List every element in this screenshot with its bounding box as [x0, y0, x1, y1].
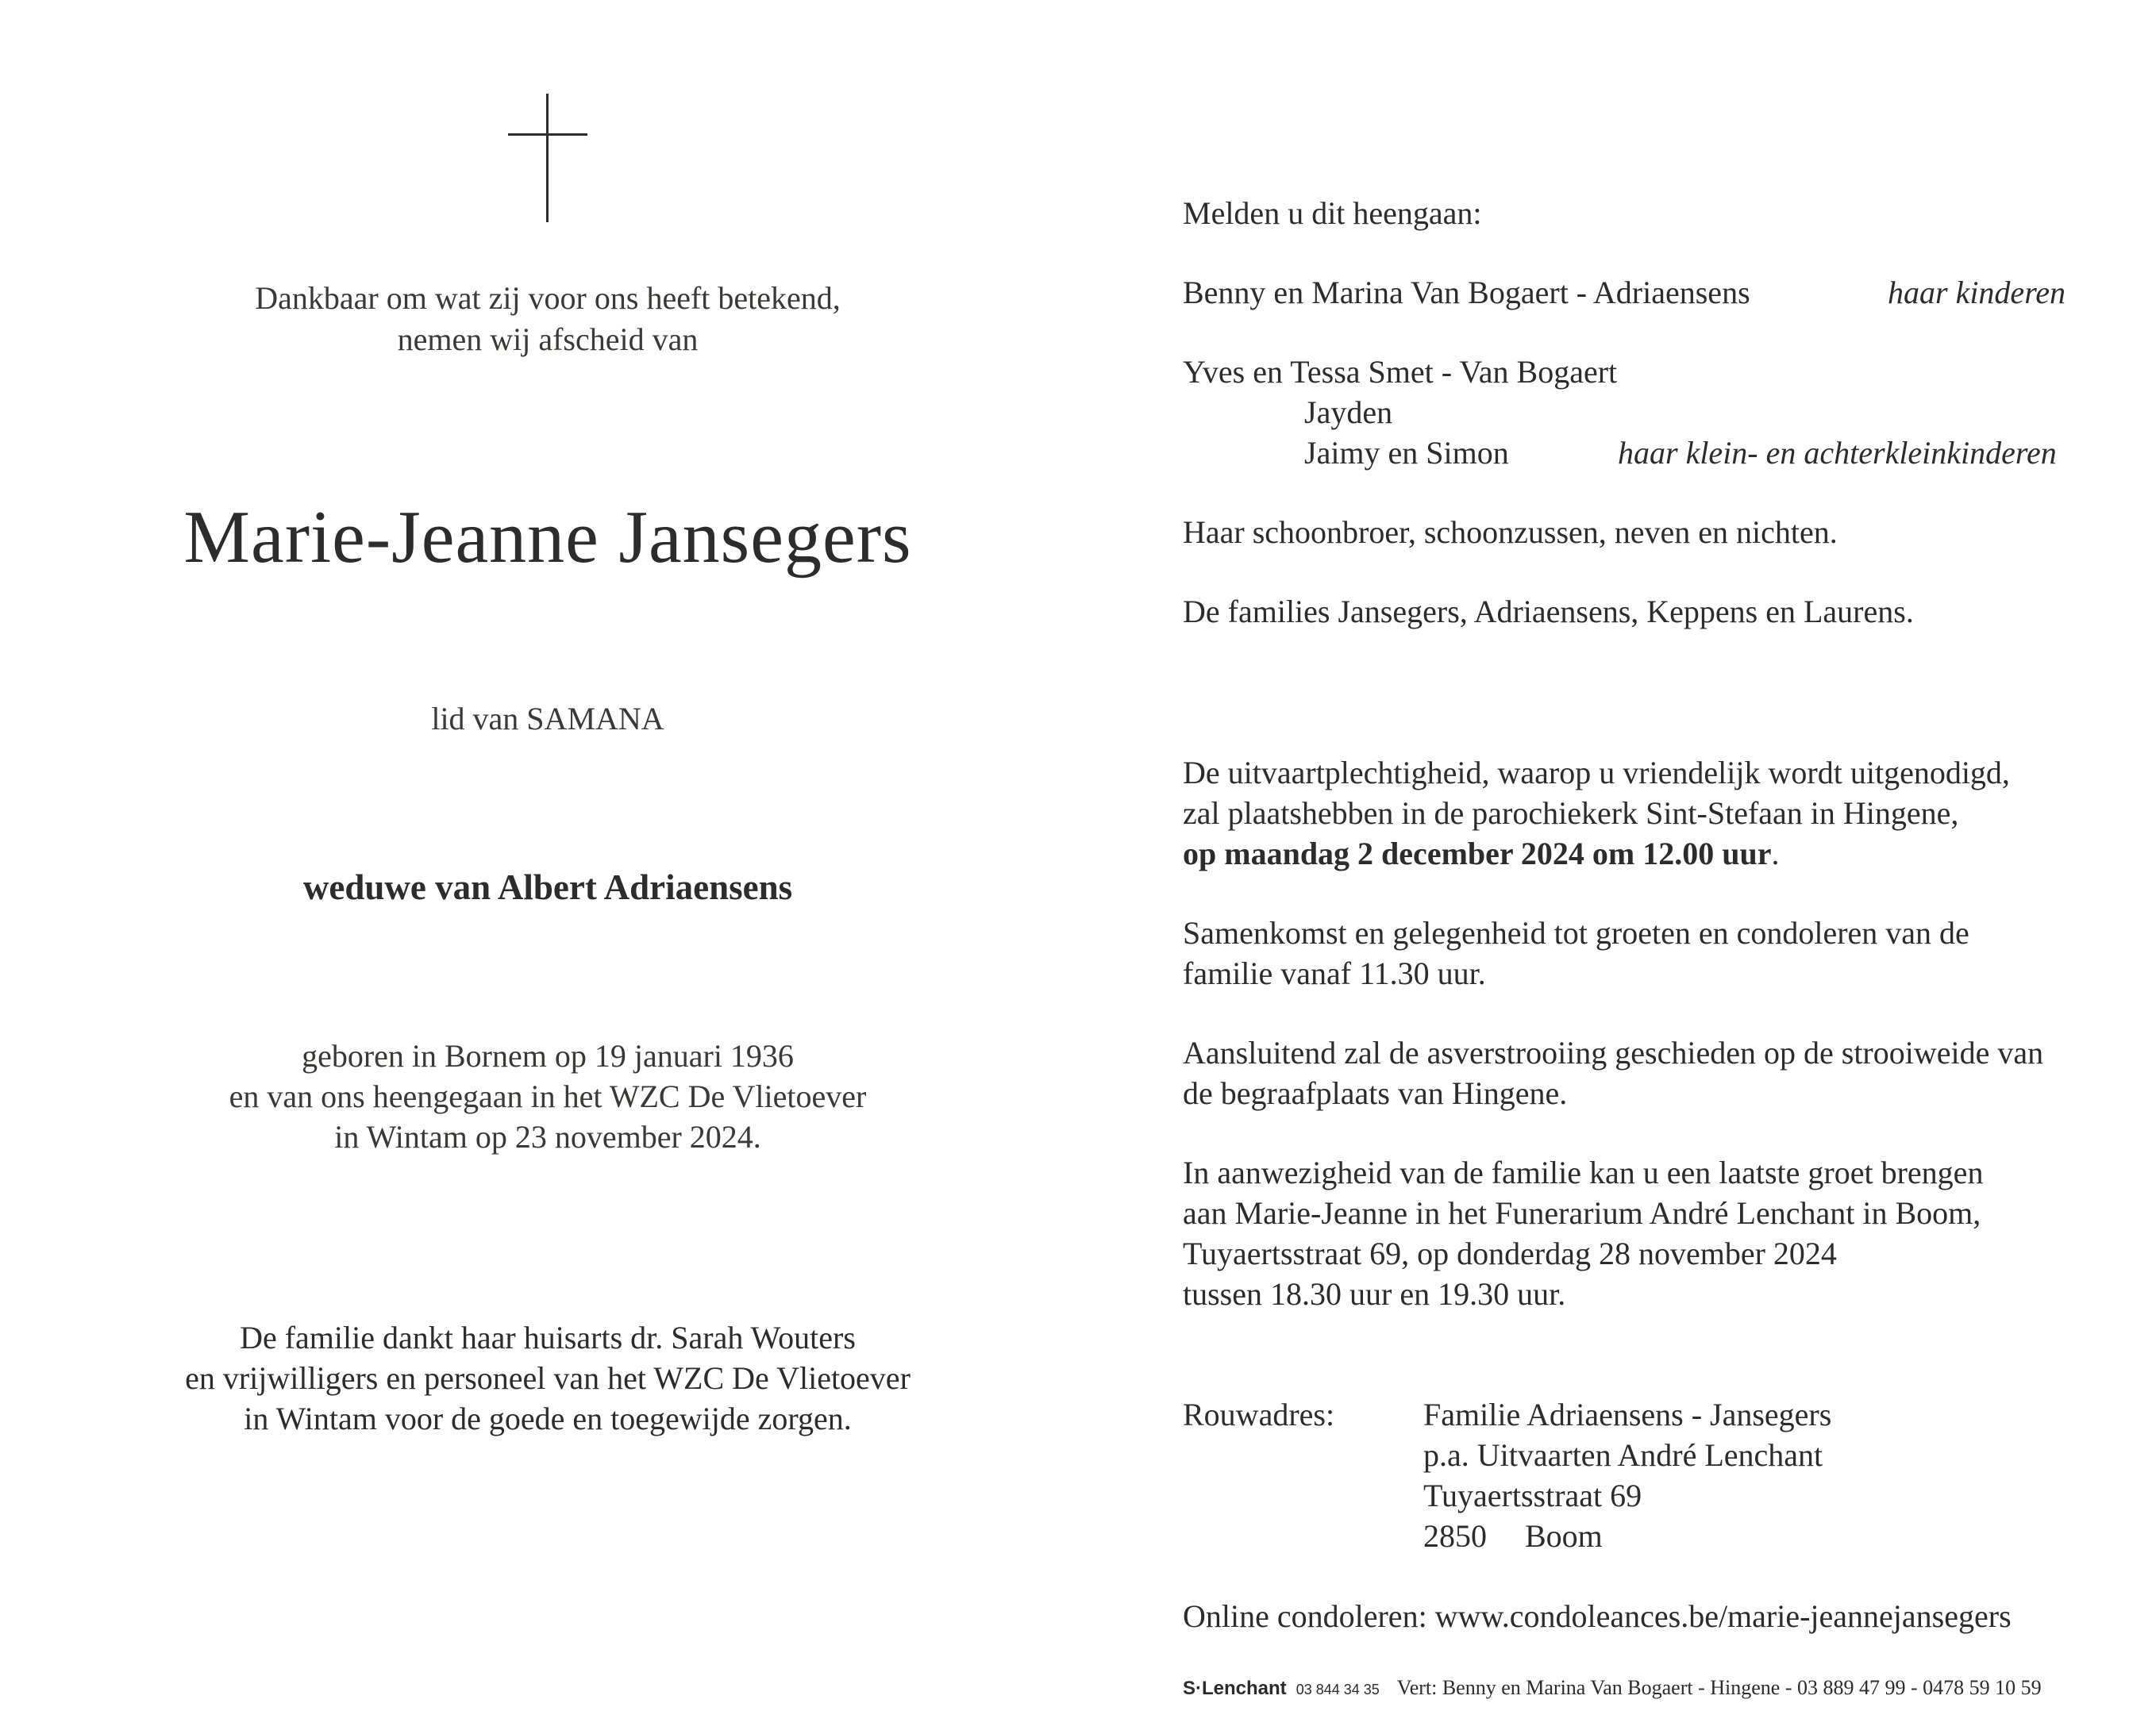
intro-line: nemen wij afscheid van: [397, 321, 699, 357]
address-postcode: 2850: [1423, 1518, 1487, 1554]
visit-line: aan Marie-Jeanne in het Funerarium André Lenchant in Boom,: [1183, 1195, 1981, 1231]
deceased-name: Marie-Jeanne Jansegers: [183, 496, 912, 579]
great-grandchild-line: Jaimy en Simon: [1304, 435, 1509, 471]
address-line: Tuyaertsstraat 69: [1423, 1478, 1642, 1513]
address-line: p.a. Uitvaarten André Lenchant: [1423, 1437, 1823, 1473]
announce-text: Melden u dit heengaan:: [1183, 195, 1482, 231]
grandchildren-line: Yves en Tessa Smet - Van Bogaert: [1183, 354, 1618, 390]
death-place-line: in Wintam op 23 november 2024.: [334, 1119, 761, 1155]
footer: [1183, 1676, 2042, 1700]
funeral-date: op maandag 2 december 2024 om 12.00 uur: [1183, 836, 1772, 871]
families-text: De families Jansegers, Adriaensens, Keppens en Laurens.: [1183, 594, 1914, 629]
funeral-line: De uitvaartplechtigheid, waarop u vriendelijk wordt uitgenodigd,: [1183, 755, 2010, 790]
death-line: en van ons heengegaan in het WZC De Vlietoever: [229, 1078, 867, 1114]
children-names: Benny en Marina Van Bogaert - Adriaensens: [1183, 275, 1750, 310]
visit-line: tussen 18.30 uur en 19.30 uur.: [1183, 1276, 1566, 1312]
gathering-line: Samenkomst en gelegenheid tot groeten en condoleren van de: [1183, 915, 1969, 951]
grandchildren-role: haar klein- en achterkleinkinderen: [1618, 435, 2057, 471]
visit-line: In aanwezigheid van de familie kan u een laatste groet brengen: [1183, 1155, 1984, 1190]
address-line: Familie Adriaensens - Jansegers: [1423, 1397, 1832, 1432]
birth-line: geboren in Bornem op 19 januari 1936: [302, 1038, 794, 1074]
great-grandchild-line: Jayden: [1304, 394, 1393, 430]
funeral-home-phone: 03 844 34 35: [1296, 1682, 1380, 1697]
children-role: haar kinderen: [1888, 275, 2066, 310]
ashes-line: Aansluitend zal de asverstrooiing geschieden op de strooiweide van: [1183, 1035, 2044, 1071]
visit-line: Tuyaertsstraat 69, op donderdag 28 november 2024: [1183, 1236, 1837, 1271]
funeral-date-line: [1183, 833, 1779, 874]
gathering-line: familie vanaf 11.30 uur.: [1183, 955, 1486, 991]
online-condolence: Online condoleren: www.condoleances.be/marie-jeannejansegers: [1183, 1598, 2012, 1634]
thanks-line: De familie dankt haar huisarts dr. Sarah Wouters: [240, 1320, 856, 1355]
membership-text: lid van SAMANA: [431, 701, 664, 736]
funeral-date-period: .: [1771, 836, 1780, 871]
address-label: Rouwadres:: [1183, 1397, 1335, 1432]
representative-text: Vert: Benny en Marina Van Bogaert - Hingene - 03 889 47 99 - 0478 59 10 59: [1396, 1676, 2042, 1699]
inlaws-text: Haar schoonbroer, schoonzussen, neven en nichten.: [1183, 514, 1838, 550]
thanks-line: en vrijwilligers en personeel van het WZC De Vlietoever: [185, 1360, 911, 1396]
thanks-line: in Wintam voor de goede en toegewijde zorgen.: [244, 1401, 852, 1436]
ashes-line: de begraafplaats van Hingene.: [1183, 1075, 1568, 1111]
funeral-line: zal plaatshebben in de parochiekerk Sint-Stefaan in Hingene,: [1183, 795, 1959, 831]
address-city: Boom: [1525, 1518, 1603, 1554]
intro-line: Dankbaar om wat zij voor ons heeft betekend,: [255, 280, 841, 316]
funeral-home-logo: S·Lenchant: [1183, 1678, 1287, 1699]
widow-text: weduwe van Albert Adriaensens: [302, 867, 793, 907]
